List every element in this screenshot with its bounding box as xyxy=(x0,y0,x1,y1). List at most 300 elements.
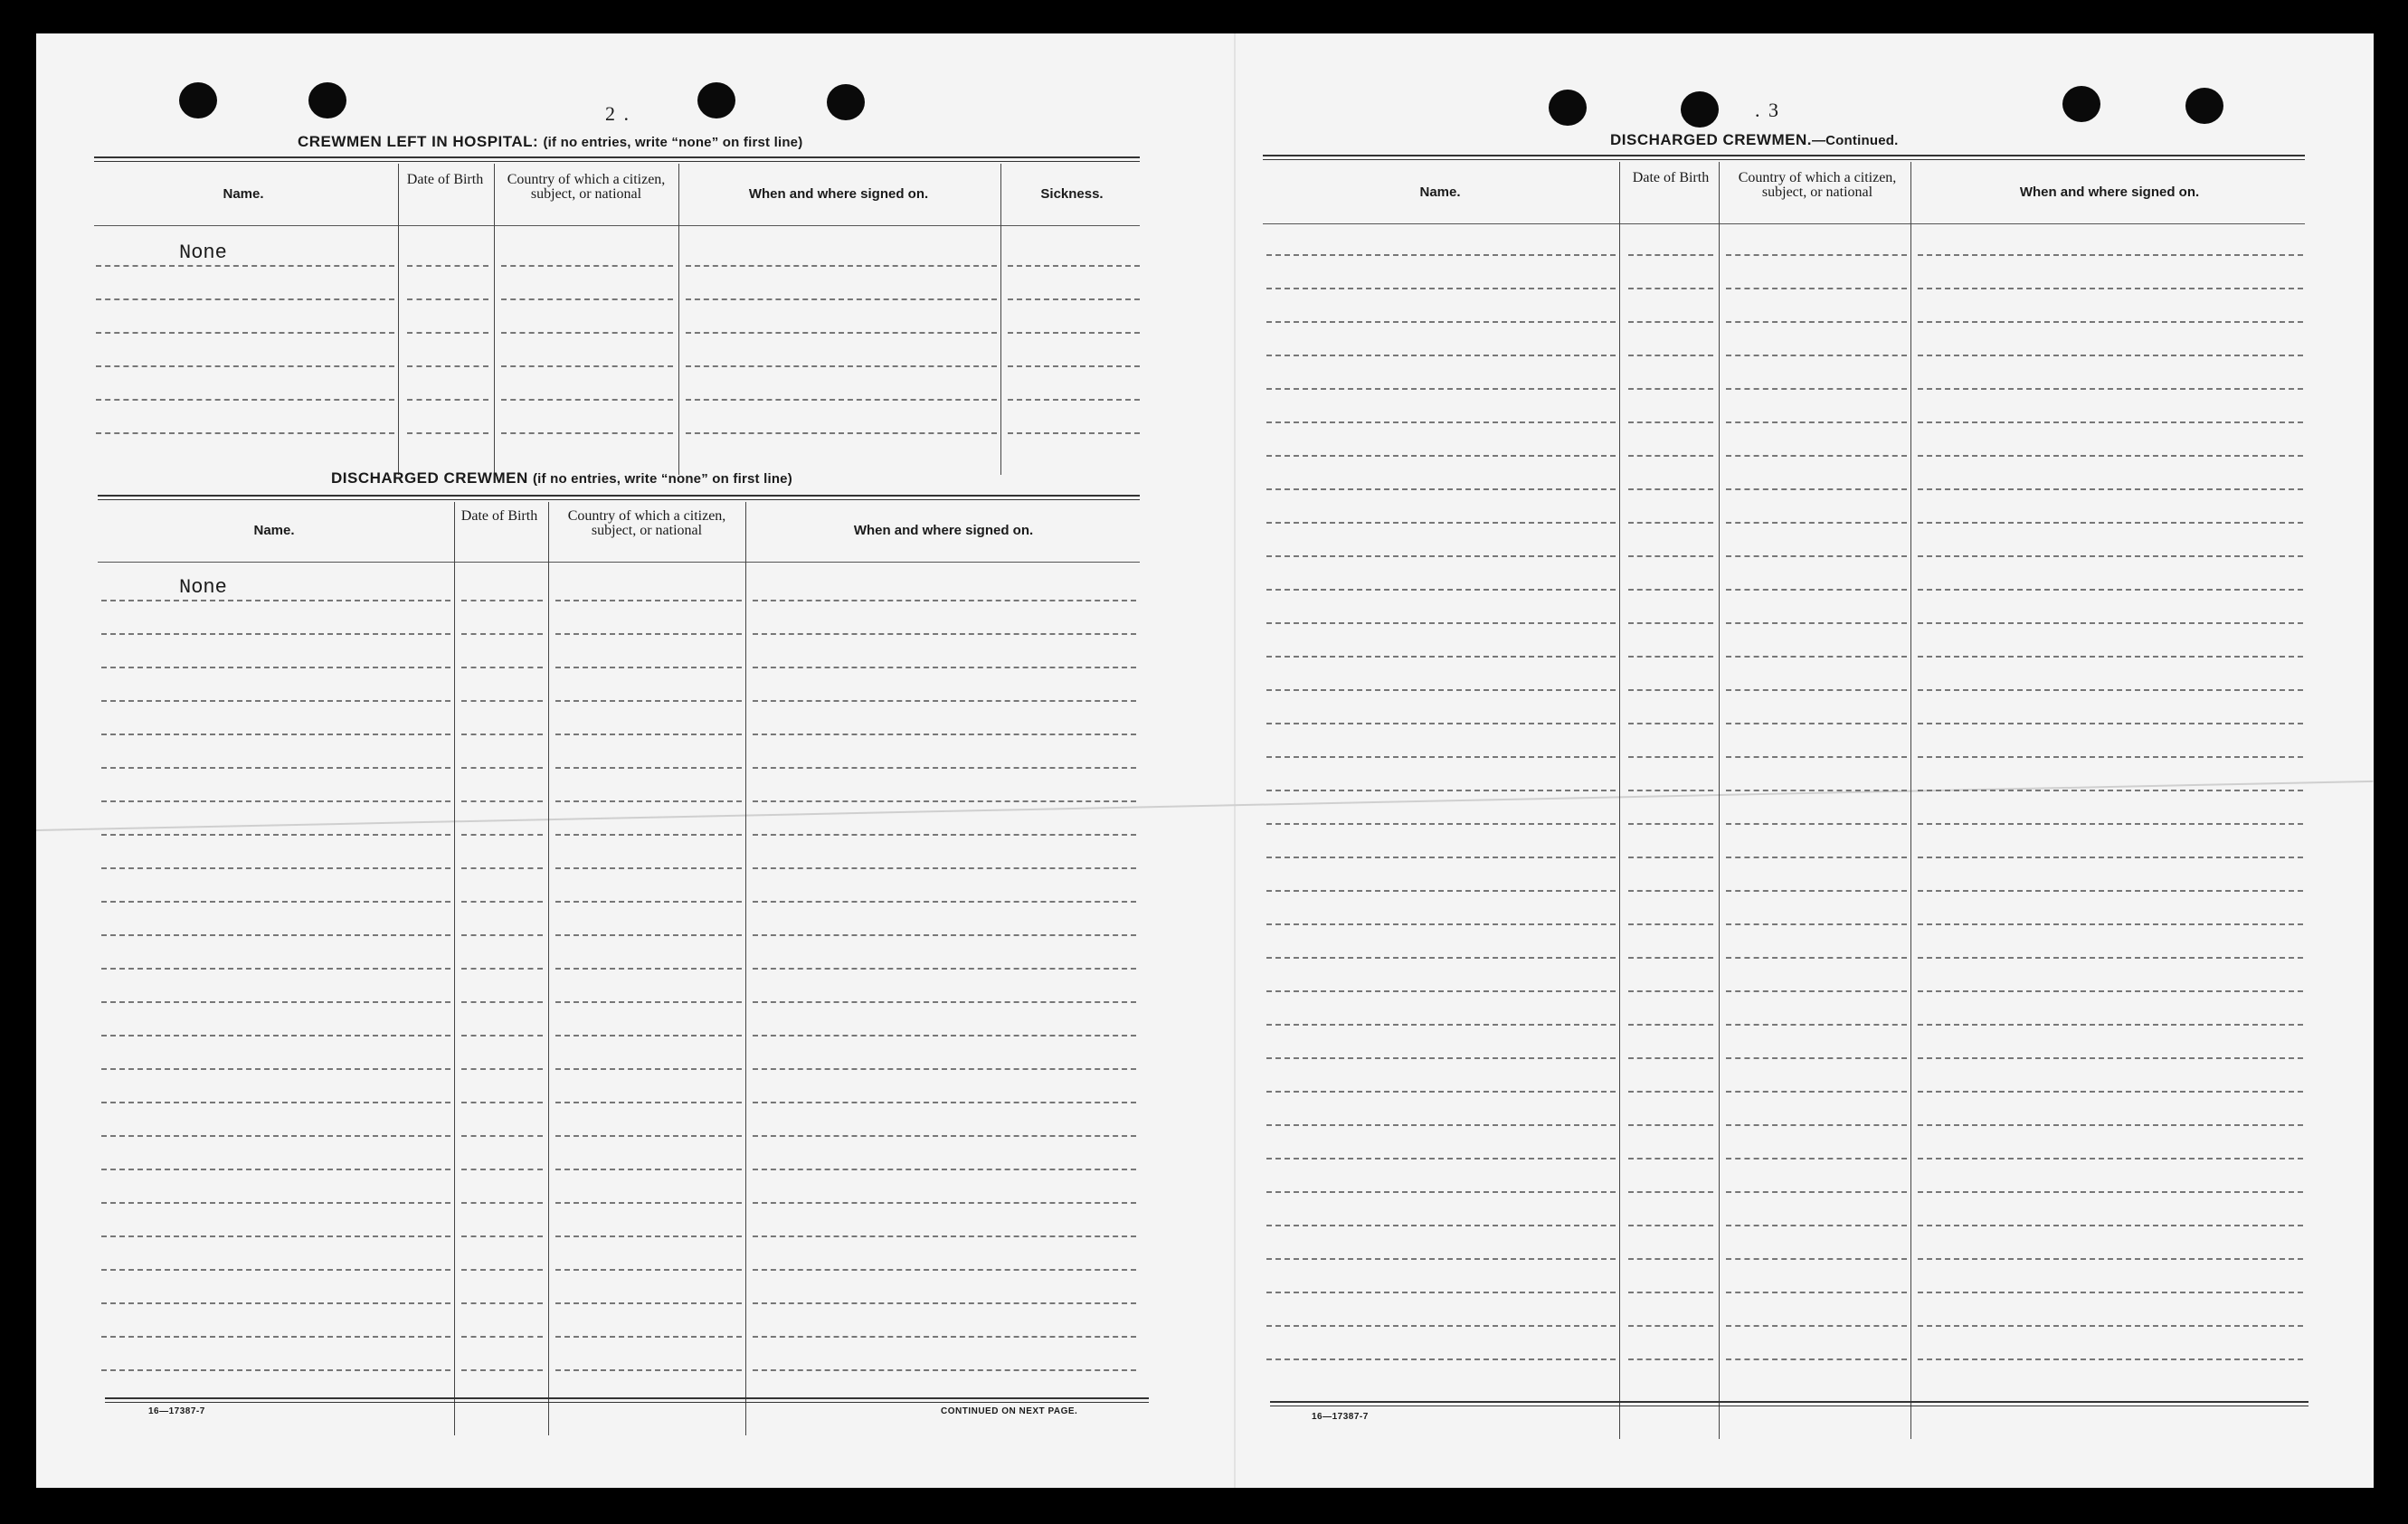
entry-line xyxy=(1628,1124,1713,1126)
entry-line xyxy=(1266,890,1616,892)
entry-line xyxy=(96,399,394,401)
entry-line xyxy=(407,298,488,300)
entry-line xyxy=(1266,857,1616,858)
discharged-col-divider xyxy=(454,502,455,1435)
entry-line xyxy=(1918,890,2303,892)
entry-line xyxy=(753,1302,1136,1304)
entry-line xyxy=(1918,656,2303,658)
entry-line xyxy=(1726,254,1907,256)
entry-line xyxy=(101,1269,450,1271)
entry-line xyxy=(686,332,997,334)
entry-line xyxy=(1726,1024,1907,1026)
entry-line xyxy=(1628,555,1713,557)
entry-line xyxy=(1726,421,1907,423)
entry-line xyxy=(461,600,543,601)
entry-line xyxy=(1918,1325,2303,1327)
entry-line xyxy=(96,332,394,334)
entry-line xyxy=(1628,288,1713,289)
entry-line xyxy=(1628,321,1713,323)
entry-line xyxy=(1628,756,1713,758)
entry-line xyxy=(1266,790,1616,791)
entry-line xyxy=(1266,823,1616,825)
entry-line xyxy=(753,1235,1136,1237)
entry-line xyxy=(407,432,488,434)
entry-line xyxy=(1008,365,1140,367)
discharged-continued-subtitle: —Continued. xyxy=(1811,133,1899,148)
entry-line xyxy=(555,1068,742,1070)
entry-line xyxy=(1628,923,1713,925)
hospital-col-divider xyxy=(398,164,399,475)
entry-line xyxy=(1266,355,1616,356)
entry-line xyxy=(1266,321,1616,323)
entry-line xyxy=(686,265,997,267)
entry-line xyxy=(101,1068,450,1070)
entry-line xyxy=(555,867,742,869)
entry-line xyxy=(753,800,1136,802)
entry-line xyxy=(1726,1292,1907,1293)
entry-line xyxy=(1918,857,2303,858)
entry-line xyxy=(555,1001,742,1003)
entry-line xyxy=(461,1001,543,1003)
entry-line xyxy=(1266,1124,1616,1126)
entry-line xyxy=(501,298,673,300)
entry-line xyxy=(101,934,450,936)
entry-line xyxy=(1726,1325,1907,1327)
discharged-col-divider xyxy=(745,502,746,1435)
entry-line xyxy=(1266,756,1616,758)
entry-line xyxy=(101,1235,450,1237)
entry-line xyxy=(1008,432,1140,434)
entry-line xyxy=(461,767,543,769)
discharged-subtitle-text: (if no entries, write “none” on first line) xyxy=(532,471,792,487)
entry-line xyxy=(1266,689,1616,691)
entry-line xyxy=(555,667,742,668)
entry-line xyxy=(1628,1057,1713,1059)
entry-line xyxy=(1726,1191,1907,1193)
discharged-col-name: Name. xyxy=(253,523,295,538)
punch-hole xyxy=(179,82,217,118)
entry-line xyxy=(555,1135,742,1137)
entry-line xyxy=(1918,990,2303,992)
entry-line xyxy=(1628,790,1713,791)
right-top-rule xyxy=(1263,155,2305,160)
entry-line xyxy=(101,1035,450,1037)
entry-line xyxy=(461,834,543,836)
right-form-number: 16—17387-7 xyxy=(1312,1412,1369,1422)
entry-line xyxy=(1726,522,1907,524)
entry-line xyxy=(1628,689,1713,691)
entry-line xyxy=(1726,589,1907,591)
entry-line xyxy=(461,1068,543,1070)
entry-line xyxy=(555,1369,742,1371)
entry-line xyxy=(461,800,543,802)
entry-line xyxy=(1628,388,1713,390)
punch-hole xyxy=(827,84,865,120)
entry-line xyxy=(1918,957,2303,959)
entry-line xyxy=(555,800,742,802)
punch-hole xyxy=(2185,88,2223,124)
entry-line xyxy=(1918,1191,2303,1193)
entry-line xyxy=(1918,1225,2303,1226)
entry-line xyxy=(461,734,543,735)
entry-line xyxy=(101,800,450,802)
entry-line xyxy=(1266,723,1616,724)
entry-line xyxy=(1726,1124,1907,1126)
entry-line xyxy=(1918,1258,2303,1260)
entry-line xyxy=(501,432,673,434)
entry-line xyxy=(1726,622,1907,624)
entry-line xyxy=(1266,1358,1616,1360)
entry-line xyxy=(1726,723,1907,724)
entry-line xyxy=(1918,589,2303,591)
entry-line xyxy=(101,1302,450,1304)
entry-line xyxy=(686,298,997,300)
entry-line xyxy=(1726,756,1907,758)
entry-line xyxy=(555,901,742,903)
entry-line xyxy=(1266,589,1616,591)
entry-line xyxy=(555,1102,742,1103)
entry-line xyxy=(1726,890,1907,892)
left-form-number: 16—17387-7 xyxy=(148,1406,205,1416)
entry-line xyxy=(1266,923,1616,925)
entry-line xyxy=(501,399,673,401)
entry-line xyxy=(686,432,997,434)
hospital-col-sickness: Sickness. xyxy=(1040,186,1104,202)
entry-line xyxy=(1918,823,2303,825)
entry-line xyxy=(1726,1358,1907,1360)
right-col-name: Name. xyxy=(1419,185,1461,200)
entry-line xyxy=(753,1102,1136,1103)
entry-line xyxy=(1726,923,1907,925)
entry-line xyxy=(1266,1024,1616,1026)
entry-line xyxy=(1266,1225,1616,1226)
entry-line xyxy=(461,1369,543,1371)
entry-line xyxy=(753,1035,1136,1037)
entry-line xyxy=(1628,421,1713,423)
entry-line xyxy=(1628,890,1713,892)
entry-line xyxy=(1008,265,1140,267)
entry-line xyxy=(1628,488,1713,490)
entry-line xyxy=(555,1269,742,1271)
entry-line xyxy=(1918,1358,2303,1360)
entry-line xyxy=(1726,990,1907,992)
discharged-col-signed-on: When and where signed on. xyxy=(853,523,1034,538)
entry-line xyxy=(555,934,742,936)
entry-line xyxy=(1266,1258,1616,1260)
entry-line xyxy=(1266,555,1616,557)
entry-line xyxy=(1628,656,1713,658)
entry-line xyxy=(101,600,450,601)
entry-line xyxy=(101,700,450,702)
entry-line xyxy=(101,1135,450,1137)
discharged-col-divider xyxy=(548,502,549,1435)
entry-line xyxy=(555,633,742,635)
entry-line xyxy=(1628,522,1713,524)
entry-line xyxy=(1918,723,2303,724)
document-page-spread xyxy=(36,33,2374,1488)
discharged-section-title xyxy=(331,469,792,487)
punch-hole xyxy=(1681,91,1719,128)
hospital-col-divider xyxy=(678,164,679,475)
entry-line xyxy=(1628,355,1713,356)
entry-line xyxy=(1918,923,2303,925)
entry-line xyxy=(1266,1158,1616,1160)
entry-line xyxy=(1628,1024,1713,1026)
entry-line xyxy=(101,968,450,970)
entry-line xyxy=(1918,421,2303,423)
discharged-first-entry: None xyxy=(179,576,227,599)
entry-line xyxy=(1918,1292,2303,1293)
page-number-right: . 3 xyxy=(1755,99,1780,121)
entry-line xyxy=(101,1102,450,1103)
entry-line xyxy=(753,1001,1136,1003)
hospital-top-rule xyxy=(94,156,1140,162)
discharged-title-text: DISCHARGED CREWMEN xyxy=(331,469,528,487)
entry-line xyxy=(753,633,1136,635)
entry-line xyxy=(555,1202,742,1204)
entry-line xyxy=(753,934,1136,936)
entry-line xyxy=(96,265,394,267)
entry-line xyxy=(1918,1091,2303,1093)
entry-line xyxy=(1918,455,2303,457)
hospital-section-title xyxy=(298,133,802,151)
entry-line xyxy=(1266,990,1616,992)
entry-line xyxy=(555,700,742,702)
entry-line xyxy=(96,298,394,300)
entry-line xyxy=(753,867,1136,869)
entry-line xyxy=(101,1202,450,1204)
entry-line xyxy=(753,767,1136,769)
entry-line xyxy=(1918,522,2303,524)
entry-line xyxy=(753,600,1136,601)
hospital-subtitle-text: (if no entries, write “none” on first line) xyxy=(543,135,803,150)
entry-line xyxy=(555,1169,742,1170)
entry-line xyxy=(461,1302,543,1304)
right-col-divider xyxy=(1619,162,1620,1439)
discharged-col-country: Country of which a citizen, subject, or national xyxy=(567,508,726,538)
entry-line xyxy=(1008,332,1140,334)
entry-line xyxy=(686,399,997,401)
entry-line xyxy=(461,1269,543,1271)
entry-line xyxy=(1918,689,2303,691)
hospital-col-name: Name. xyxy=(223,186,264,202)
entry-line xyxy=(1266,1191,1616,1193)
entry-line xyxy=(96,365,394,367)
entry-line xyxy=(555,834,742,836)
entry-line xyxy=(461,1135,543,1137)
entry-line xyxy=(501,265,673,267)
entry-line xyxy=(753,834,1136,836)
entry-line xyxy=(753,901,1136,903)
entry-line xyxy=(461,1169,543,1170)
entry-line xyxy=(753,667,1136,668)
entry-line xyxy=(1726,857,1907,858)
entry-line xyxy=(1266,455,1616,457)
entry-line xyxy=(1726,823,1907,825)
entry-line xyxy=(555,600,742,601)
entry-line xyxy=(461,867,543,869)
entry-line xyxy=(1628,990,1713,992)
entry-line xyxy=(753,1269,1136,1271)
entry-line xyxy=(753,700,1136,702)
hospital-col-divider xyxy=(494,164,495,475)
right-col-country: Country of which a citizen, subject, or national xyxy=(1738,170,1897,200)
entry-line xyxy=(753,734,1136,735)
entry-line xyxy=(1266,957,1616,959)
right-col-divider xyxy=(1719,162,1720,1439)
entry-line xyxy=(1266,1091,1616,1093)
entry-line xyxy=(1628,1292,1713,1293)
entry-line xyxy=(1726,1057,1907,1059)
entry-line xyxy=(1726,288,1907,289)
entry-line xyxy=(461,1035,543,1037)
entry-line xyxy=(407,365,488,367)
entry-line xyxy=(1628,723,1713,724)
entry-line xyxy=(555,1235,742,1237)
entry-line xyxy=(1726,355,1907,356)
punch-hole xyxy=(308,82,346,118)
entry-line xyxy=(461,1235,543,1237)
entry-line xyxy=(1266,254,1616,256)
continued-note: CONTINUED ON NEXT PAGE. xyxy=(941,1406,1078,1416)
discharged-header-rule xyxy=(98,562,1140,563)
entry-line xyxy=(101,867,450,869)
entry-line xyxy=(1918,622,2303,624)
entry-line xyxy=(1918,1158,2303,1160)
entry-line xyxy=(461,700,543,702)
entry-line xyxy=(1008,399,1140,401)
entry-line xyxy=(1266,488,1616,490)
entry-line xyxy=(1918,388,2303,390)
hospital-title-text: CREWMEN LEFT IN HOSPITAL: xyxy=(298,133,539,150)
entry-line xyxy=(1266,288,1616,289)
entry-line xyxy=(1266,1325,1616,1327)
entry-line xyxy=(1726,321,1907,323)
entry-line xyxy=(1918,790,2303,791)
discharged-col-dob: Date of Birth xyxy=(460,508,538,524)
entry-line xyxy=(1918,355,2303,356)
hospital-col-dob: Date of Birth xyxy=(406,172,484,187)
entry-line xyxy=(1266,421,1616,423)
entry-line xyxy=(1628,254,1713,256)
punch-hole xyxy=(2062,86,2100,122)
entry-line xyxy=(686,365,997,367)
entry-line xyxy=(407,332,488,334)
entry-line xyxy=(101,767,450,769)
entry-line xyxy=(1628,1225,1713,1226)
hospital-header-rule xyxy=(94,225,1140,226)
entry-line xyxy=(1628,1358,1713,1360)
hospital-first-entry: None xyxy=(179,241,227,264)
entry-line xyxy=(407,265,488,267)
entry-line xyxy=(1266,656,1616,658)
entry-line xyxy=(1628,622,1713,624)
entry-line xyxy=(461,934,543,936)
entry-line xyxy=(501,365,673,367)
entry-line xyxy=(1726,1258,1907,1260)
entry-line xyxy=(461,1202,543,1204)
right-header-rule xyxy=(1263,223,2305,224)
entry-line xyxy=(1726,656,1907,658)
entry-line xyxy=(101,1369,450,1371)
entry-line xyxy=(407,399,488,401)
punch-hole xyxy=(1549,90,1587,126)
entry-line xyxy=(1628,589,1713,591)
entry-line xyxy=(1726,957,1907,959)
entry-line xyxy=(461,633,543,635)
entry-line xyxy=(461,667,543,668)
entry-line xyxy=(96,432,394,434)
entry-line xyxy=(753,1169,1136,1170)
entry-line xyxy=(101,1169,450,1170)
entry-line xyxy=(753,1068,1136,1070)
entry-line xyxy=(1918,756,2303,758)
entry-line xyxy=(1726,555,1907,557)
hospital-col-divider xyxy=(1000,164,1001,475)
entry-line xyxy=(753,968,1136,970)
discharged-continued-title xyxy=(1610,131,1898,149)
entry-line xyxy=(1266,1057,1616,1059)
entry-line xyxy=(1726,1225,1907,1226)
entry-line xyxy=(1918,1024,2303,1026)
entry-line xyxy=(1628,455,1713,457)
entry-line xyxy=(1266,388,1616,390)
entry-line xyxy=(1628,1258,1713,1260)
entry-line xyxy=(555,1302,742,1304)
entry-line xyxy=(1628,1191,1713,1193)
entry-line xyxy=(1628,1158,1713,1160)
discharged-top-rule xyxy=(98,495,1140,500)
entry-line xyxy=(1918,488,2303,490)
entry-line xyxy=(1918,321,2303,323)
page-seam xyxy=(1234,33,1236,1488)
right-col-dob: Date of Birth xyxy=(1632,170,1710,185)
entry-line xyxy=(1918,1057,2303,1059)
entry-line xyxy=(555,767,742,769)
entry-line xyxy=(1008,298,1140,300)
entry-line xyxy=(555,1035,742,1037)
entry-line xyxy=(1726,388,1907,390)
entry-line xyxy=(1918,254,2303,256)
entry-line xyxy=(753,1336,1136,1338)
right-col-signed-on: When and where signed on. xyxy=(2019,185,2200,200)
hospital-col-signed-on: When and where signed on. xyxy=(748,186,929,202)
right-col-divider xyxy=(1910,162,1911,1439)
entry-line xyxy=(501,332,673,334)
entry-line xyxy=(461,968,543,970)
entry-line xyxy=(1628,1091,1713,1093)
entry-line xyxy=(1726,1091,1907,1093)
entry-line xyxy=(1266,522,1616,524)
entry-line xyxy=(101,734,450,735)
hospital-col-country: Country of which a citizen, subject, or national xyxy=(507,172,666,202)
entry-line xyxy=(753,1369,1136,1371)
entry-line xyxy=(1628,857,1713,858)
entry-line xyxy=(555,968,742,970)
entry-line xyxy=(1266,622,1616,624)
entry-line xyxy=(1266,1292,1616,1293)
entry-line xyxy=(555,734,742,735)
entry-line xyxy=(101,901,450,903)
page-number-left: 2 . xyxy=(605,102,630,125)
entry-line xyxy=(753,1202,1136,1204)
entry-line xyxy=(1628,823,1713,825)
entry-line xyxy=(753,1135,1136,1137)
entry-line xyxy=(1918,1124,2303,1126)
entry-line xyxy=(101,834,450,836)
entry-line xyxy=(1918,288,2303,289)
entry-line xyxy=(461,1336,543,1338)
